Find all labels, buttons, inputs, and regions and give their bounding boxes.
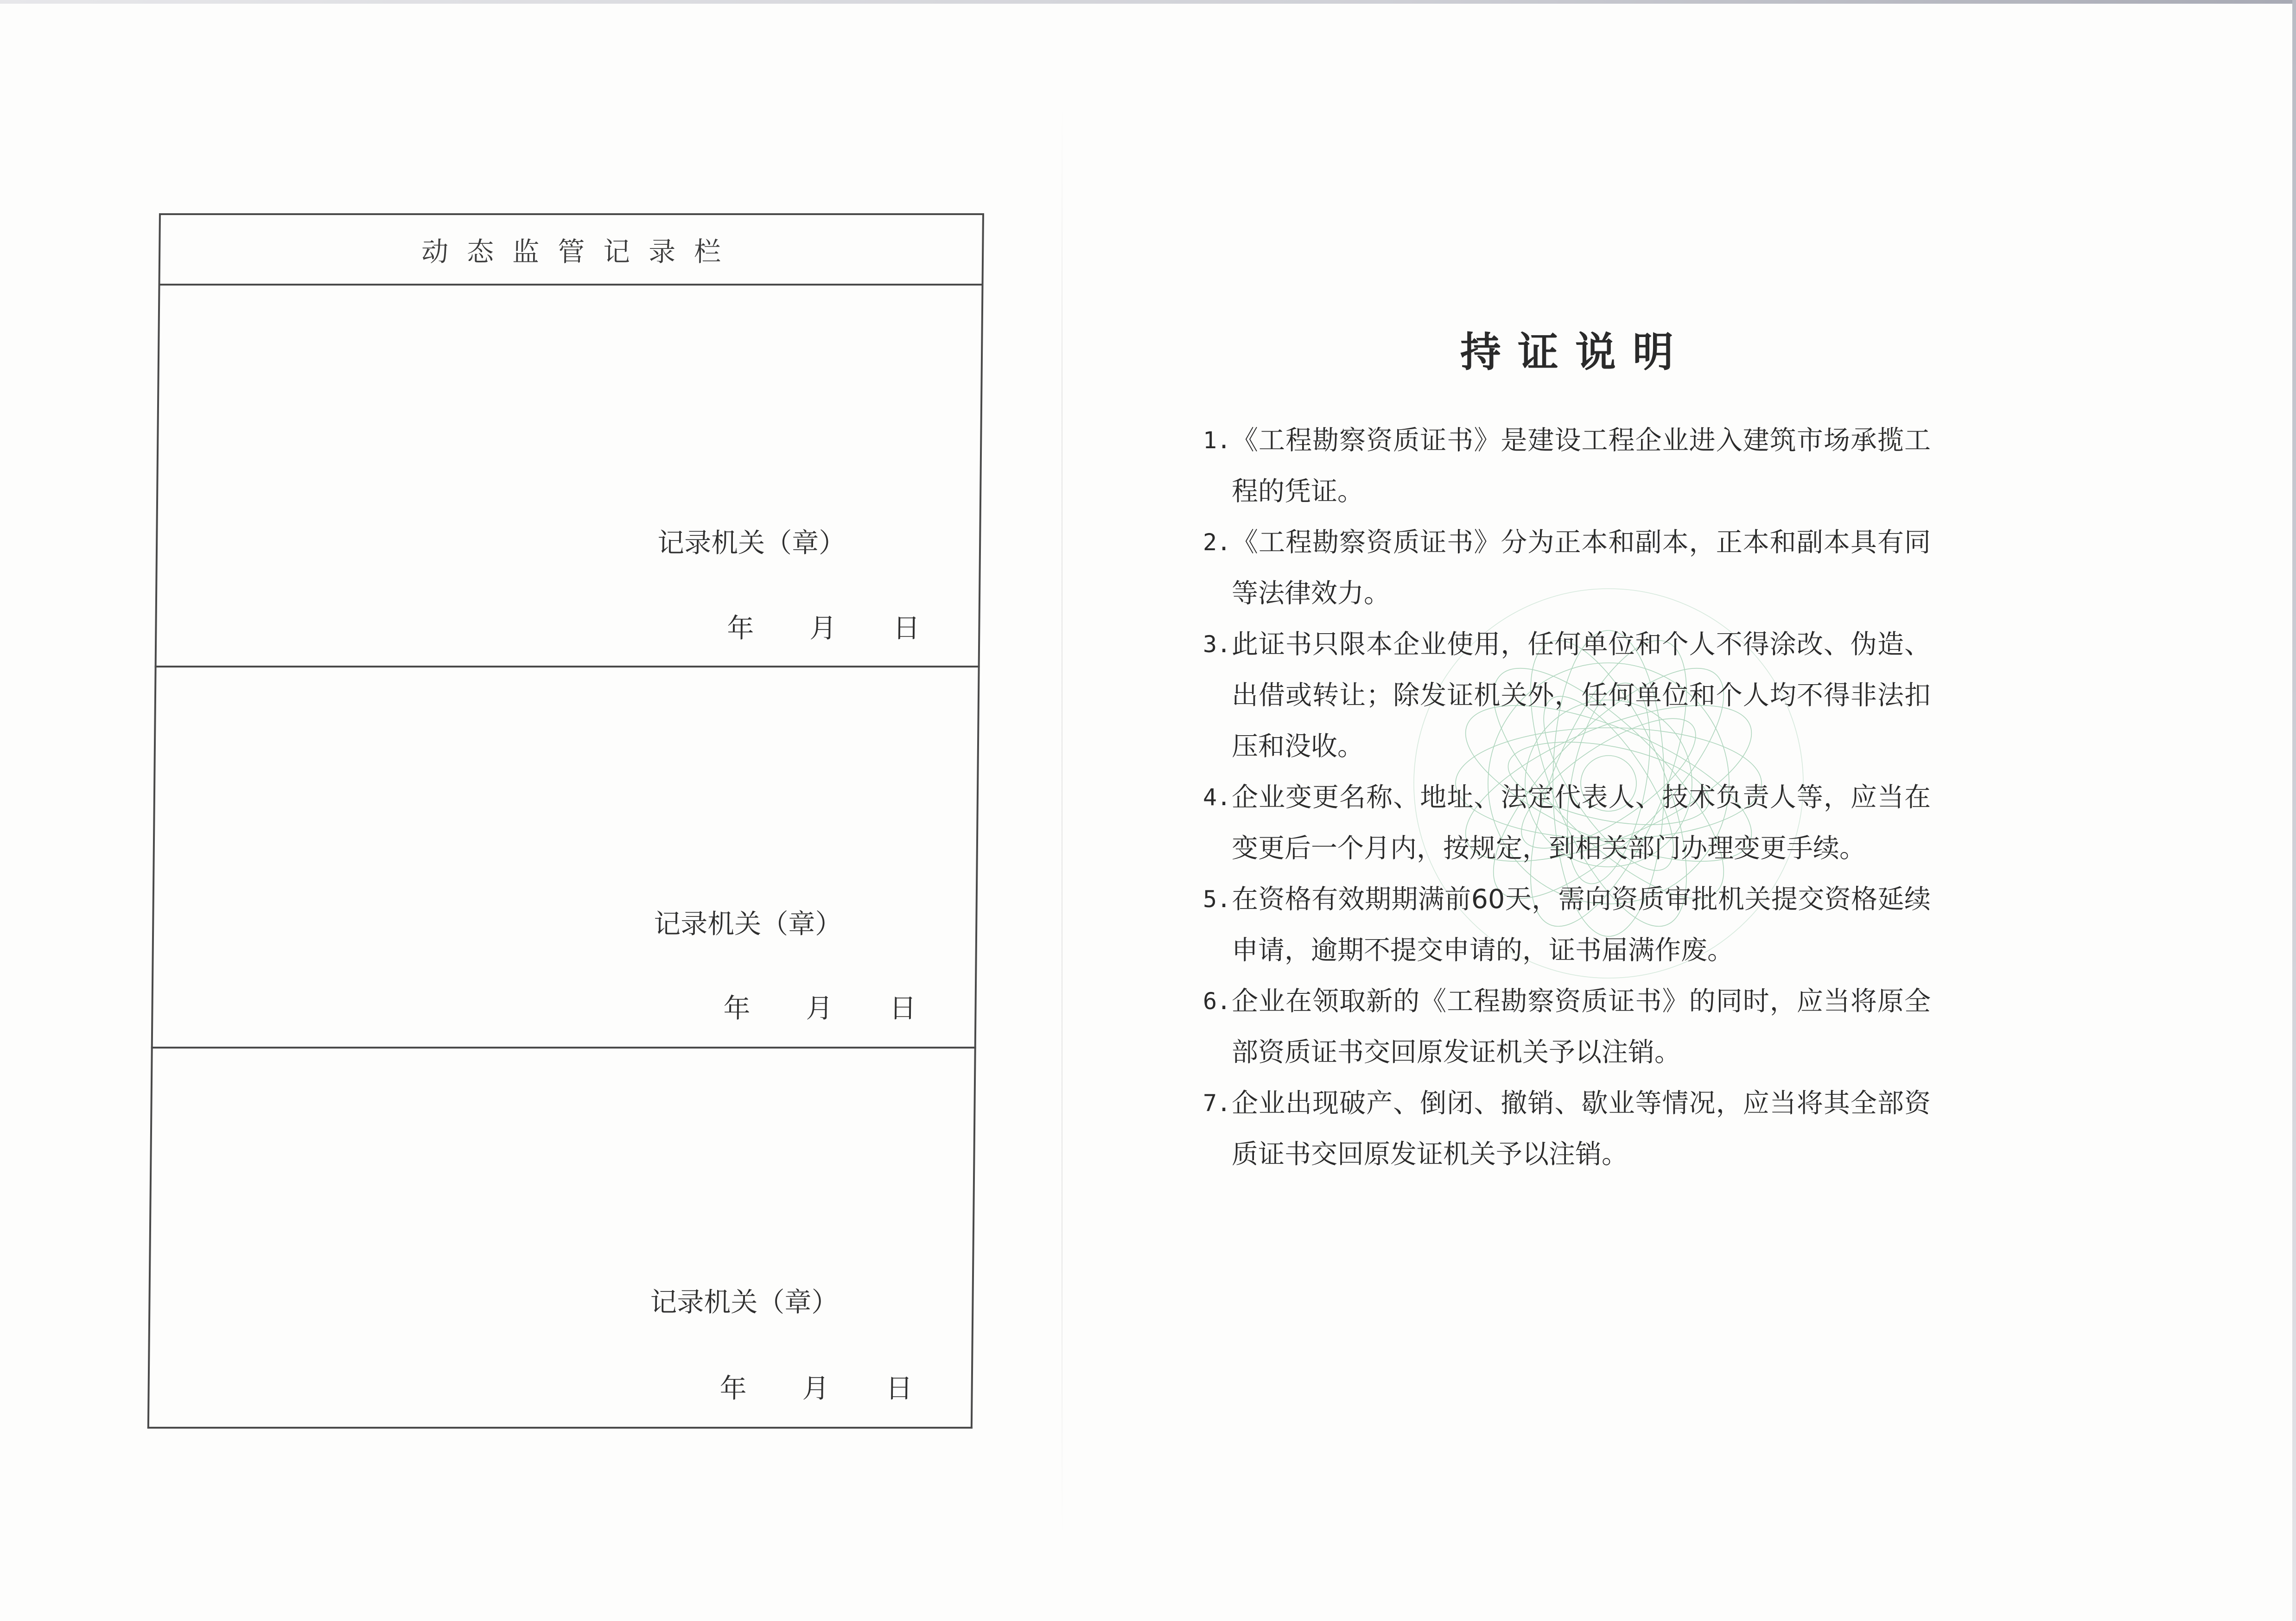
record-table-title: 动态监管记录栏 (421, 236, 740, 267)
instruction-number: 2. (1203, 529, 1231, 556)
instruction-text: 在资格有效期期满前60天，需向资质审批机关提交资格延续申请，逾期不提交申请的，证书届满作废。 (1232, 884, 1931, 966)
recording-authority-label: 记录机关（章） (650, 1286, 839, 1318)
date-month-label: 月 (802, 1373, 830, 1404)
date-day-label: 日 (885, 1373, 913, 1404)
recording-authority-label: 记录机关（章） (657, 527, 846, 559)
instruction-text: 企业变更名称、地址、法定代表人、技术负责人等，应当在变更后一个月内，按规定，到相关部门办理变更手续。 (1232, 782, 1931, 864)
instruction-item (1203, 772, 1931, 874)
instruction-number: 7. (1203, 1090, 1231, 1117)
date-year-label: 年 (719, 1373, 747, 1404)
record-entry (155, 286, 984, 667)
instruction-item (1203, 1078, 1931, 1180)
instruction-number: 1. (1203, 427, 1231, 454)
instruction-item (1203, 517, 1931, 619)
date-day-label: 日 (893, 612, 920, 644)
record-entry (151, 667, 980, 1049)
scan-edge-right (2292, 0, 2296, 1621)
instruction-text: 企业在领取新的《工程勘察资质证书》的同时，应当将原全部资质证书交回原发证机关予以注销。 (1232, 986, 1931, 1068)
date-month-label: 月 (809, 612, 837, 644)
instruction-number: 5. (1203, 886, 1231, 913)
instructions-title: 持证说明 (1460, 328, 1690, 376)
date-day-label: 日 (889, 992, 916, 1024)
instruction-item (1203, 874, 1931, 976)
instruction-number: 4. (1203, 784, 1231, 811)
supervision-record-table (147, 213, 984, 1429)
date-year-label: 年 (723, 992, 750, 1024)
instruction-text: 企业出现破产、倒闭、撤销、歇业等情况，应当将其全部资质证书交回原发证机关予以注销。 (1232, 1088, 1931, 1170)
instruction-text: 此证书只限本企业使用，任何单位和个人不得涂改、伪造、出借或转让；除发证机关外，任何单位和个人均不得非法扣压和没收。 (1232, 629, 1931, 762)
date-month-label: 月 (806, 992, 833, 1024)
record-entry (147, 1049, 976, 1429)
instruction-item (1203, 619, 1931, 772)
instructions-list (1203, 415, 1931, 1180)
instruction-item (1203, 976, 1931, 1078)
record-table-header (159, 213, 984, 286)
instruction-text: 《工程勘察资质证书》分为正本和副本，正本和副本具有同等法律效力。 (1232, 527, 1931, 609)
scan-edge-top (0, 0, 2296, 4)
recording-authority-label: 记录机关（章） (653, 908, 842, 940)
instruction-number: 3. (1203, 631, 1231, 658)
instruction-number: 6. (1203, 988, 1231, 1015)
instruction-text: 《工程勘察资质证书》是建设工程企业进入建筑市场承揽工程的凭证。 (1232, 425, 1931, 507)
instruction-item (1203, 415, 1931, 517)
date-year-label: 年 (727, 612, 754, 644)
